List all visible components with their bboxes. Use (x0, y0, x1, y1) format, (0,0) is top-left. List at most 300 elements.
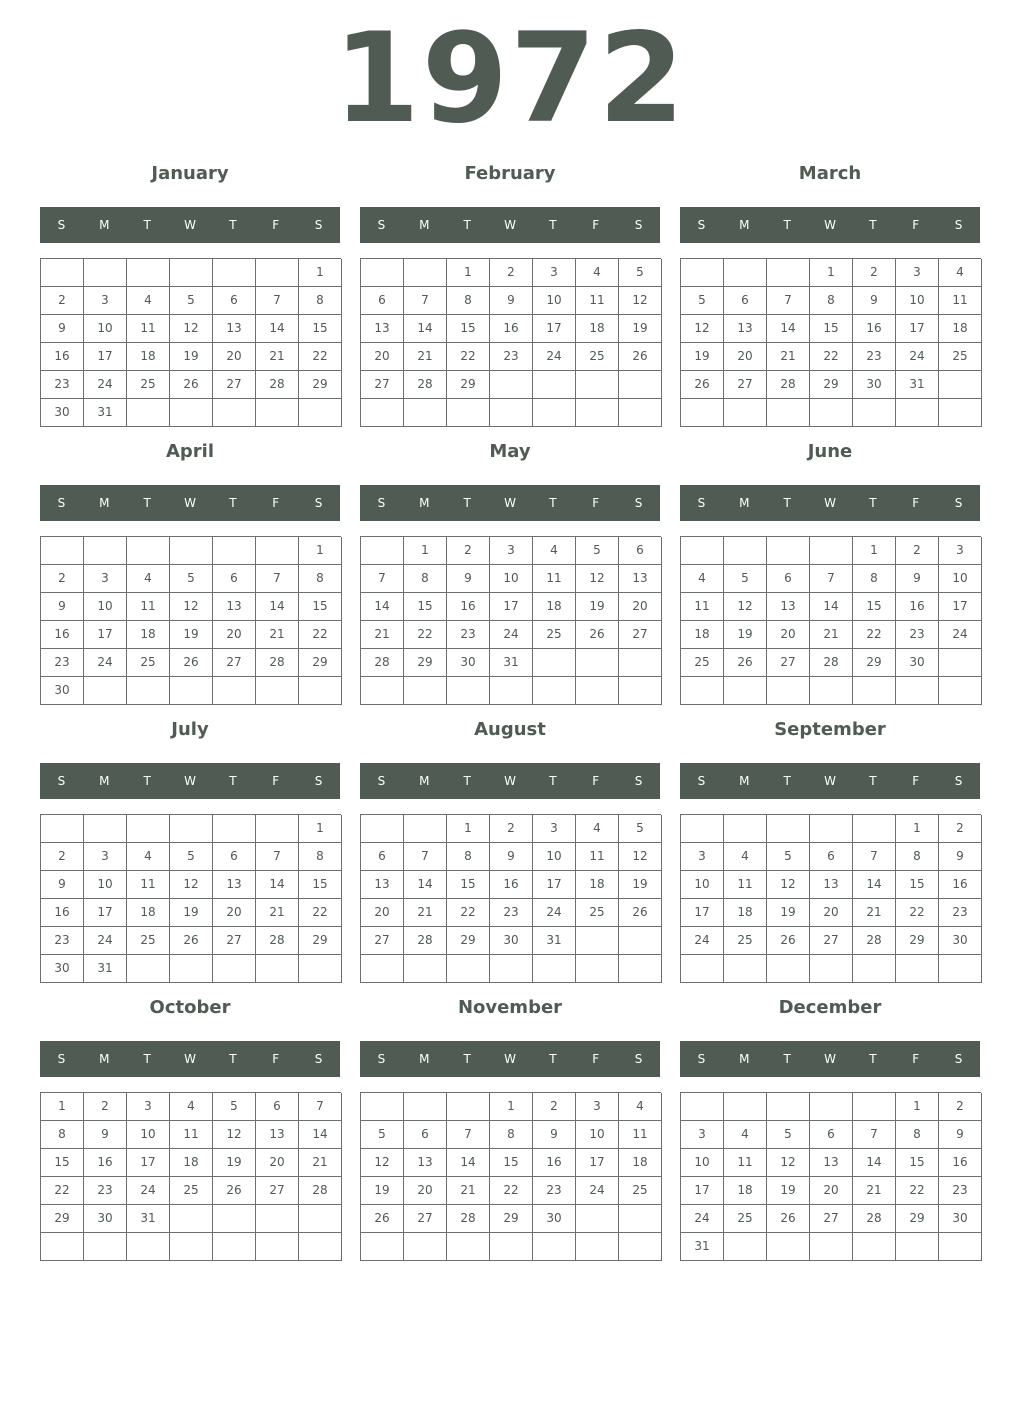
day-cell (576, 955, 619, 983)
weekday-label: M (739, 218, 750, 232)
day-cell: 16 (490, 315, 533, 343)
day-cell (213, 259, 256, 287)
weekday-label: T (783, 218, 791, 232)
day-cell: 19 (619, 871, 662, 899)
day-cell: 8 (490, 1121, 533, 1149)
day-cell: 21 (256, 343, 299, 371)
day-cell: 26 (361, 1205, 404, 1233)
day-cell: 26 (170, 371, 213, 399)
day-cell (810, 1233, 853, 1261)
day-cell: 25 (127, 649, 170, 677)
day-cell (767, 399, 810, 427)
day-cell: 22 (447, 899, 490, 927)
day-cell (213, 1233, 256, 1261)
day-cell: 30 (84, 1205, 127, 1233)
weekday-label: S (314, 496, 323, 510)
day-cell: 4 (127, 565, 170, 593)
day-cell: 29 (896, 1205, 939, 1233)
day-cell: 20 (213, 343, 256, 371)
day-cell (170, 399, 213, 427)
day-cell: 5 (767, 1121, 810, 1149)
weekday-label: S (954, 1052, 963, 1066)
day-cell: 7 (361, 565, 404, 593)
weekday-label: S (954, 496, 963, 510)
day-cell: 4 (127, 287, 170, 315)
weekday-label: S (377, 218, 386, 232)
day-cell: 21 (447, 1177, 490, 1205)
day-cell (256, 537, 299, 565)
weekday-header (40, 1041, 340, 1077)
day-cell (810, 399, 853, 427)
day-cell (41, 537, 84, 565)
day-cell: 23 (853, 343, 896, 371)
day-cell (533, 399, 576, 427)
day-cell: 17 (939, 593, 982, 621)
day-cell: 1 (41, 1093, 84, 1121)
day-cell: 16 (41, 343, 84, 371)
day-cell: 9 (939, 843, 982, 871)
weekday-label: M (419, 218, 430, 232)
day-cell: 25 (681, 649, 724, 677)
day-cell: 14 (404, 871, 447, 899)
day-cell (681, 955, 724, 983)
day-cell (213, 399, 256, 427)
day-cell: 17 (84, 621, 127, 649)
day-cell: 4 (724, 843, 767, 871)
day-cell (127, 955, 170, 983)
day-cell: 1 (404, 537, 447, 565)
day-cell: 2 (41, 287, 84, 315)
days-grid (680, 258, 981, 427)
day-cell (896, 955, 939, 983)
weekday-label: S (697, 1052, 706, 1066)
month-name: June (807, 441, 853, 462)
day-cell: 14 (361, 593, 404, 621)
weekday-label: F (592, 774, 600, 788)
day-cell: 10 (127, 1121, 170, 1149)
day-cell: 4 (576, 259, 619, 287)
day-cell: 29 (404, 649, 447, 677)
day-cell: 29 (447, 927, 490, 955)
day-cell: 14 (299, 1121, 342, 1149)
day-cell (447, 399, 490, 427)
day-cell (619, 1205, 662, 1233)
day-cell: 9 (490, 287, 533, 315)
day-cell: 27 (361, 927, 404, 955)
day-cell (170, 1233, 213, 1261)
day-cell: 3 (939, 537, 982, 565)
day-cell (533, 1233, 576, 1261)
day-cell: 18 (576, 315, 619, 343)
day-cell: 30 (853, 371, 896, 399)
day-cell: 14 (256, 315, 299, 343)
day-cell: 21 (810, 621, 853, 649)
day-cell: 7 (810, 565, 853, 593)
day-cell: 27 (619, 621, 662, 649)
weekday-label: S (697, 774, 706, 788)
day-cell: 7 (256, 287, 299, 315)
day-cell: 24 (84, 649, 127, 677)
day-cell: 24 (939, 621, 982, 649)
day-cell: 2 (41, 565, 84, 593)
day-cell: 15 (299, 315, 342, 343)
day-cell (299, 1233, 342, 1261)
day-cell: 10 (84, 593, 127, 621)
weekday-label: M (99, 1052, 110, 1066)
day-cell: 22 (853, 621, 896, 649)
weekday-label: W (504, 1052, 516, 1066)
day-cell: 30 (41, 677, 84, 705)
day-cell (533, 955, 576, 983)
day-cell: 7 (853, 843, 896, 871)
day-cell: 30 (447, 649, 490, 677)
day-cell (619, 955, 662, 983)
weekday-label: T (463, 218, 471, 232)
day-cell: 21 (404, 899, 447, 927)
day-cell: 29 (299, 927, 342, 955)
day-cell: 16 (853, 315, 896, 343)
day-cell: 1 (299, 259, 342, 287)
year-title: 1972 (333, 7, 687, 151)
day-cell: 1 (447, 259, 490, 287)
day-cell (576, 1233, 619, 1261)
day-cell: 29 (490, 1205, 533, 1233)
day-cell: 3 (127, 1093, 170, 1121)
weekday-header (40, 207, 340, 243)
weekday-label: F (272, 1052, 280, 1066)
day-cell (810, 537, 853, 565)
weekday-label: M (419, 1052, 430, 1066)
day-cell: 11 (576, 843, 619, 871)
day-cell (127, 537, 170, 565)
day-cell: 18 (127, 343, 170, 371)
day-cell: 12 (724, 593, 767, 621)
day-cell (490, 677, 533, 705)
day-cell (490, 371, 533, 399)
weekday-label: S (314, 218, 323, 232)
month-name: January (151, 163, 229, 184)
day-cell (84, 677, 127, 705)
day-cell: 1 (490, 1093, 533, 1121)
day-cell: 18 (724, 1177, 767, 1205)
day-cell: 23 (939, 899, 982, 927)
day-cell: 7 (767, 287, 810, 315)
day-cell: 26 (724, 649, 767, 677)
day-cell: 25 (724, 1205, 767, 1233)
day-cell: 5 (170, 287, 213, 315)
day-cell (896, 677, 939, 705)
day-cell: 19 (170, 621, 213, 649)
day-cell: 16 (41, 899, 84, 927)
day-cell: 23 (41, 927, 84, 955)
day-cell: 15 (810, 315, 853, 343)
day-cell: 27 (810, 1205, 853, 1233)
day-cell: 19 (213, 1149, 256, 1177)
day-cell: 5 (724, 565, 767, 593)
day-cell (896, 1233, 939, 1261)
day-cell: 6 (404, 1121, 447, 1149)
day-cell: 4 (681, 565, 724, 593)
weekday-label: S (377, 1052, 386, 1066)
day-cell: 26 (681, 371, 724, 399)
day-cell (361, 259, 404, 287)
day-cell: 20 (810, 1177, 853, 1205)
days-grid (360, 1092, 661, 1261)
day-cell (619, 1233, 662, 1261)
weekday-label: S (57, 496, 66, 510)
day-cell (84, 815, 127, 843)
day-cell: 29 (41, 1205, 84, 1233)
weekday-label: W (504, 218, 516, 232)
day-cell: 15 (299, 871, 342, 899)
day-cell: 17 (490, 593, 533, 621)
day-cell: 2 (533, 1093, 576, 1121)
day-cell: 3 (490, 537, 533, 565)
day-cell (619, 649, 662, 677)
month-name: October (149, 997, 231, 1018)
weekday-label: S (314, 1052, 323, 1066)
day-cell: 11 (533, 565, 576, 593)
month-name: August (474, 719, 546, 740)
day-cell: 16 (84, 1149, 127, 1177)
day-cell: 11 (619, 1121, 662, 1149)
day-cell: 12 (361, 1149, 404, 1177)
day-cell (41, 815, 84, 843)
day-cell: 12 (170, 871, 213, 899)
day-cell: 23 (41, 371, 84, 399)
day-cell: 10 (533, 843, 576, 871)
day-cell: 6 (213, 843, 256, 871)
day-cell: 15 (404, 593, 447, 621)
weekday-label: T (463, 1052, 471, 1066)
day-cell (84, 537, 127, 565)
day-cell: 31 (533, 927, 576, 955)
day-cell: 8 (404, 565, 447, 593)
day-cell: 19 (767, 899, 810, 927)
day-cell (127, 815, 170, 843)
day-cell: 28 (404, 927, 447, 955)
day-cell: 24 (896, 343, 939, 371)
weekday-label: W (184, 496, 196, 510)
day-cell (490, 955, 533, 983)
weekday-label: M (99, 218, 110, 232)
weekday-label: S (57, 1052, 66, 1066)
day-cell: 2 (939, 815, 982, 843)
day-cell: 4 (939, 259, 982, 287)
day-cell: 28 (361, 649, 404, 677)
day-cell: 14 (404, 315, 447, 343)
weekday-label: T (143, 1052, 151, 1066)
day-cell: 27 (213, 649, 256, 677)
day-cell: 24 (84, 371, 127, 399)
day-cell (213, 537, 256, 565)
day-cell: 12 (681, 315, 724, 343)
day-cell: 27 (767, 649, 810, 677)
month-name: March (798, 163, 862, 184)
day-cell: 7 (404, 843, 447, 871)
day-cell: 17 (533, 315, 576, 343)
weekday-label: F (912, 496, 920, 510)
day-cell: 10 (681, 871, 724, 899)
weekday-label: S (314, 774, 323, 788)
day-cell: 27 (361, 371, 404, 399)
weekday-label: T (783, 774, 791, 788)
day-cell (361, 1233, 404, 1261)
day-cell: 31 (490, 649, 533, 677)
days-grid (680, 1092, 981, 1261)
day-cell: 27 (213, 927, 256, 955)
day-cell: 11 (576, 287, 619, 315)
day-cell: 19 (619, 315, 662, 343)
day-cell: 3 (533, 815, 576, 843)
day-cell: 16 (490, 871, 533, 899)
day-cell (767, 955, 810, 983)
day-cell (361, 1093, 404, 1121)
day-cell (404, 259, 447, 287)
day-cell (170, 537, 213, 565)
day-cell: 18 (127, 621, 170, 649)
day-cell: 24 (127, 1177, 170, 1205)
day-cell: 11 (127, 871, 170, 899)
day-cell (853, 399, 896, 427)
day-cell: 30 (939, 927, 982, 955)
day-cell: 24 (576, 1177, 619, 1205)
day-cell (170, 677, 213, 705)
weekday-label: F (912, 218, 920, 232)
day-cell (896, 399, 939, 427)
day-cell: 28 (853, 927, 896, 955)
day-cell: 6 (256, 1093, 299, 1121)
day-cell (681, 399, 724, 427)
day-cell: 28 (404, 371, 447, 399)
weekday-label: M (99, 774, 110, 788)
day-cell: 3 (84, 287, 127, 315)
day-cell: 25 (576, 343, 619, 371)
day-cell (127, 1233, 170, 1261)
day-cell (724, 955, 767, 983)
day-cell (299, 1205, 342, 1233)
day-cell: 15 (41, 1149, 84, 1177)
day-cell: 10 (896, 287, 939, 315)
day-cell: 20 (404, 1177, 447, 1205)
day-cell (576, 371, 619, 399)
day-cell: 27 (213, 371, 256, 399)
weekday-label: F (592, 1052, 600, 1066)
day-cell: 20 (213, 899, 256, 927)
day-cell: 8 (896, 1121, 939, 1149)
day-cell: 29 (447, 371, 490, 399)
day-cell (127, 259, 170, 287)
day-cell (256, 955, 299, 983)
day-cell: 15 (853, 593, 896, 621)
weekday-label: T (549, 774, 557, 788)
day-cell (619, 927, 662, 955)
day-cell: 30 (41, 955, 84, 983)
weekday-label: T (143, 496, 151, 510)
day-cell: 14 (447, 1149, 490, 1177)
day-cell: 12 (170, 593, 213, 621)
day-cell: 7 (853, 1121, 896, 1149)
day-cell: 23 (896, 621, 939, 649)
day-cell: 8 (299, 843, 342, 871)
day-cell (361, 955, 404, 983)
day-cell: 26 (170, 927, 213, 955)
day-cell: 15 (447, 871, 490, 899)
day-cell: 10 (490, 565, 533, 593)
day-cell: 17 (127, 1149, 170, 1177)
day-cell: 27 (404, 1205, 447, 1233)
day-cell: 8 (299, 565, 342, 593)
weekday-label: S (57, 774, 66, 788)
day-cell: 16 (939, 1149, 982, 1177)
day-cell: 20 (361, 899, 404, 927)
day-cell: 14 (853, 1149, 896, 1177)
weekday-label: W (184, 218, 196, 232)
weekday-label: S (634, 1052, 643, 1066)
day-cell: 8 (447, 287, 490, 315)
day-cell: 27 (724, 371, 767, 399)
day-cell: 14 (256, 593, 299, 621)
day-cell (810, 677, 853, 705)
day-cell: 31 (127, 1205, 170, 1233)
day-cell (853, 677, 896, 705)
day-cell (767, 677, 810, 705)
day-cell: 4 (724, 1121, 767, 1149)
day-cell (170, 955, 213, 983)
weekday-label: T (869, 496, 877, 510)
day-cell: 22 (299, 343, 342, 371)
day-cell: 18 (724, 899, 767, 927)
day-cell: 17 (681, 1177, 724, 1205)
day-cell: 10 (939, 565, 982, 593)
day-cell: 28 (299, 1177, 342, 1205)
day-cell (213, 815, 256, 843)
day-cell (84, 259, 127, 287)
day-cell: 2 (447, 537, 490, 565)
weekday-label: T (783, 1052, 791, 1066)
day-cell: 26 (213, 1177, 256, 1205)
day-cell (724, 1233, 767, 1261)
day-cell (170, 815, 213, 843)
day-cell (939, 649, 982, 677)
day-cell: 22 (490, 1177, 533, 1205)
day-cell: 31 (84, 399, 127, 427)
day-cell: 9 (41, 871, 84, 899)
weekday-label: T (869, 218, 877, 232)
day-cell: 13 (213, 315, 256, 343)
weekday-label: S (954, 774, 963, 788)
weekday-label: S (634, 218, 643, 232)
day-cell: 25 (939, 343, 982, 371)
day-cell: 23 (939, 1177, 982, 1205)
day-cell: 7 (256, 565, 299, 593)
weekday-label: T (229, 496, 237, 510)
weekday-label: T (229, 774, 237, 788)
day-cell: 6 (361, 843, 404, 871)
day-cell: 9 (533, 1121, 576, 1149)
weekday-label: T (143, 218, 151, 232)
day-cell: 19 (576, 593, 619, 621)
weekday-label: S (57, 218, 66, 232)
day-cell (853, 1093, 896, 1121)
day-cell: 8 (41, 1121, 84, 1149)
day-cell: 11 (170, 1121, 213, 1149)
day-cell (361, 677, 404, 705)
day-cell: 12 (170, 315, 213, 343)
day-cell: 10 (84, 315, 127, 343)
day-cell: 26 (767, 927, 810, 955)
day-cell: 5 (170, 843, 213, 871)
